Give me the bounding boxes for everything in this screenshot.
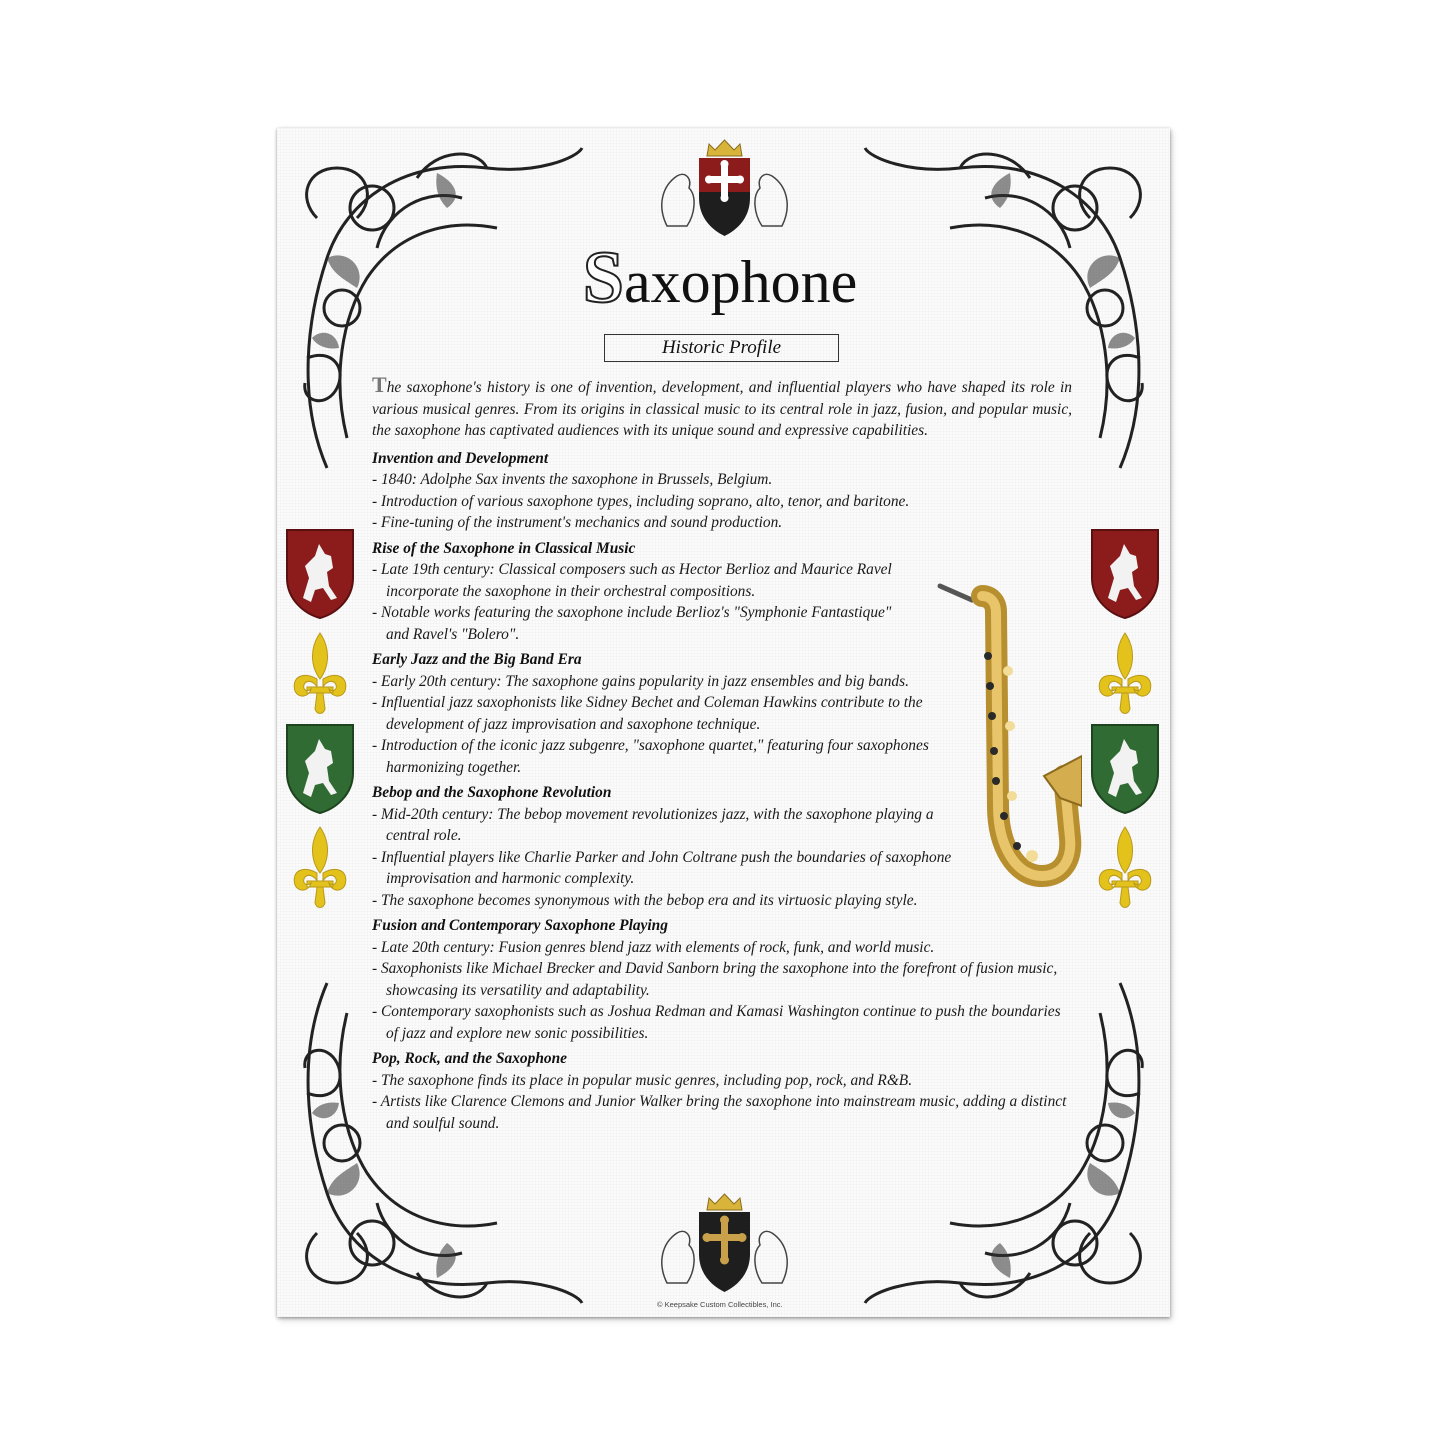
section-heading: Early Jazz and the Big Band Era (372, 651, 582, 668)
section-heading: Rise of the Saxophone in Classical Music (372, 539, 636, 557)
unicorn-shield-green-left-icon (285, 723, 355, 815)
copyright-notice: © Keepsake Custom Collectibles, Inc. (657, 1300, 783, 1309)
fleur-de-lis-left-2-icon (289, 825, 351, 913)
intro-initial: T (372, 372, 387, 397)
canvas-print (277, 128, 1170, 1317)
list-item: - The saxophone becomes synonymous with the bebop era and its virtuosic playing style. (372, 890, 972, 912)
section-heading: Invention and Development (372, 449, 549, 467)
section-heading: Fusion and Contemporary Saxophone Playing (372, 917, 668, 934)
list-item: - Fine-tuning of the instrument's mechanics and sound production. (372, 512, 1072, 534)
fleur-de-lis-left-1-icon (289, 631, 351, 719)
fleur-de-lis-right-1-icon (1094, 631, 1156, 719)
page-subtitle: Historic Profile (604, 334, 839, 362)
section-fusion (372, 915, 1072, 1044)
crest-bottom-icon (647, 1188, 802, 1292)
unicorn-shield-green-right-icon (1090, 723, 1160, 815)
list-item: - Late 20th century: Fusion genres blend jazz with elements of rock, funk, and world music. (372, 937, 1072, 959)
list-item: - Late 19th century: Classical composers such as Hector Berlioz and Maurice Ravel incorporate the saxophone in their orchestral compositions. (372, 559, 912, 602)
section-classical (372, 538, 912, 646)
intro-text: he saxophone's history is one of invention, development, and influential players who have shaped its role in various musical genres. From its origins in classical music to its central role in jazz, fusion, and popular music, the saxophone has captivated audiences with its unique sound and expressive capabilities. (372, 379, 1072, 439)
body-text (372, 374, 1072, 1138)
unicorn-shield-red-left-icon (285, 528, 355, 620)
page-title (555, 237, 885, 319)
list-item: - Contemporary saxophonists such as Joshua Redman and Kamasi Washington continue to push the boundaries of jazz and explore new sonic possibilities. (372, 1001, 1072, 1044)
list-item: - Artists like Clarence Clemons and Junior Walker bring the saxophone into mainstream music, adding a distinct and soulful sound. (372, 1091, 1072, 1134)
crest-top-icon (647, 136, 802, 238)
title-block (555, 237, 885, 319)
list-item: - Influential players like Charlie Parker and John Coltrane push the boundaries of saxophone improvisation and harmonic complexity. (372, 847, 972, 890)
list-item: - Influential jazz saxophonists like Sidney Bechet and Coleman Hawkins contribute to the development of jazz improvisation and saxophone technique. (372, 692, 972, 735)
list-item: - Introduction of the iconic jazz subgenre, "saxophone quartet," featuring four saxophones harmonizing together. (372, 735, 972, 778)
list-item: - 1840: Adolphe Sax invents the saxophone in Brussels, Belgium. (372, 469, 1072, 491)
section-heading: Pop, Rock, and the Saxophone (372, 1050, 567, 1067)
list-item: - Notable works featuring the saxophone include Berlioz's "Symphonie Fantastique" and Ravel's "Bolero". (372, 602, 912, 645)
section-heading: Bebop and the Saxophone Revolution (372, 784, 612, 801)
list-item: - Saxophonists like Michael Brecker and David Sanborn bring the saxophone into the forefront of fusion music, showcasing its versatility and adaptability. (372, 958, 1072, 1001)
list-item: - The saxophone finds its place in popular music genres, including pop, rock, and R&B. (372, 1070, 1072, 1092)
title-dropcap: S (582, 237, 624, 319)
list-item: - Early 20th century: The saxophone gains popularity in jazz ensembles and big bands. (372, 671, 972, 693)
section-bebop (372, 782, 972, 911)
fleur-de-lis-right-2-icon (1094, 825, 1156, 913)
list-item: - Introduction of various saxophone types, including soprano, alto, tenor, and baritone. (372, 491, 1072, 513)
list-item: - Mid-20th century: The bebop movement revolutionizes jazz, with the saxophone playing a central role. (372, 804, 972, 847)
section-invention (372, 448, 1072, 534)
intro-paragraph (372, 374, 1072, 442)
unicorn-shield-red-right-icon (1090, 528, 1160, 620)
section-pop-rock (372, 1048, 1072, 1134)
title-text: axophone (623, 249, 858, 315)
section-early-jazz (372, 649, 972, 778)
